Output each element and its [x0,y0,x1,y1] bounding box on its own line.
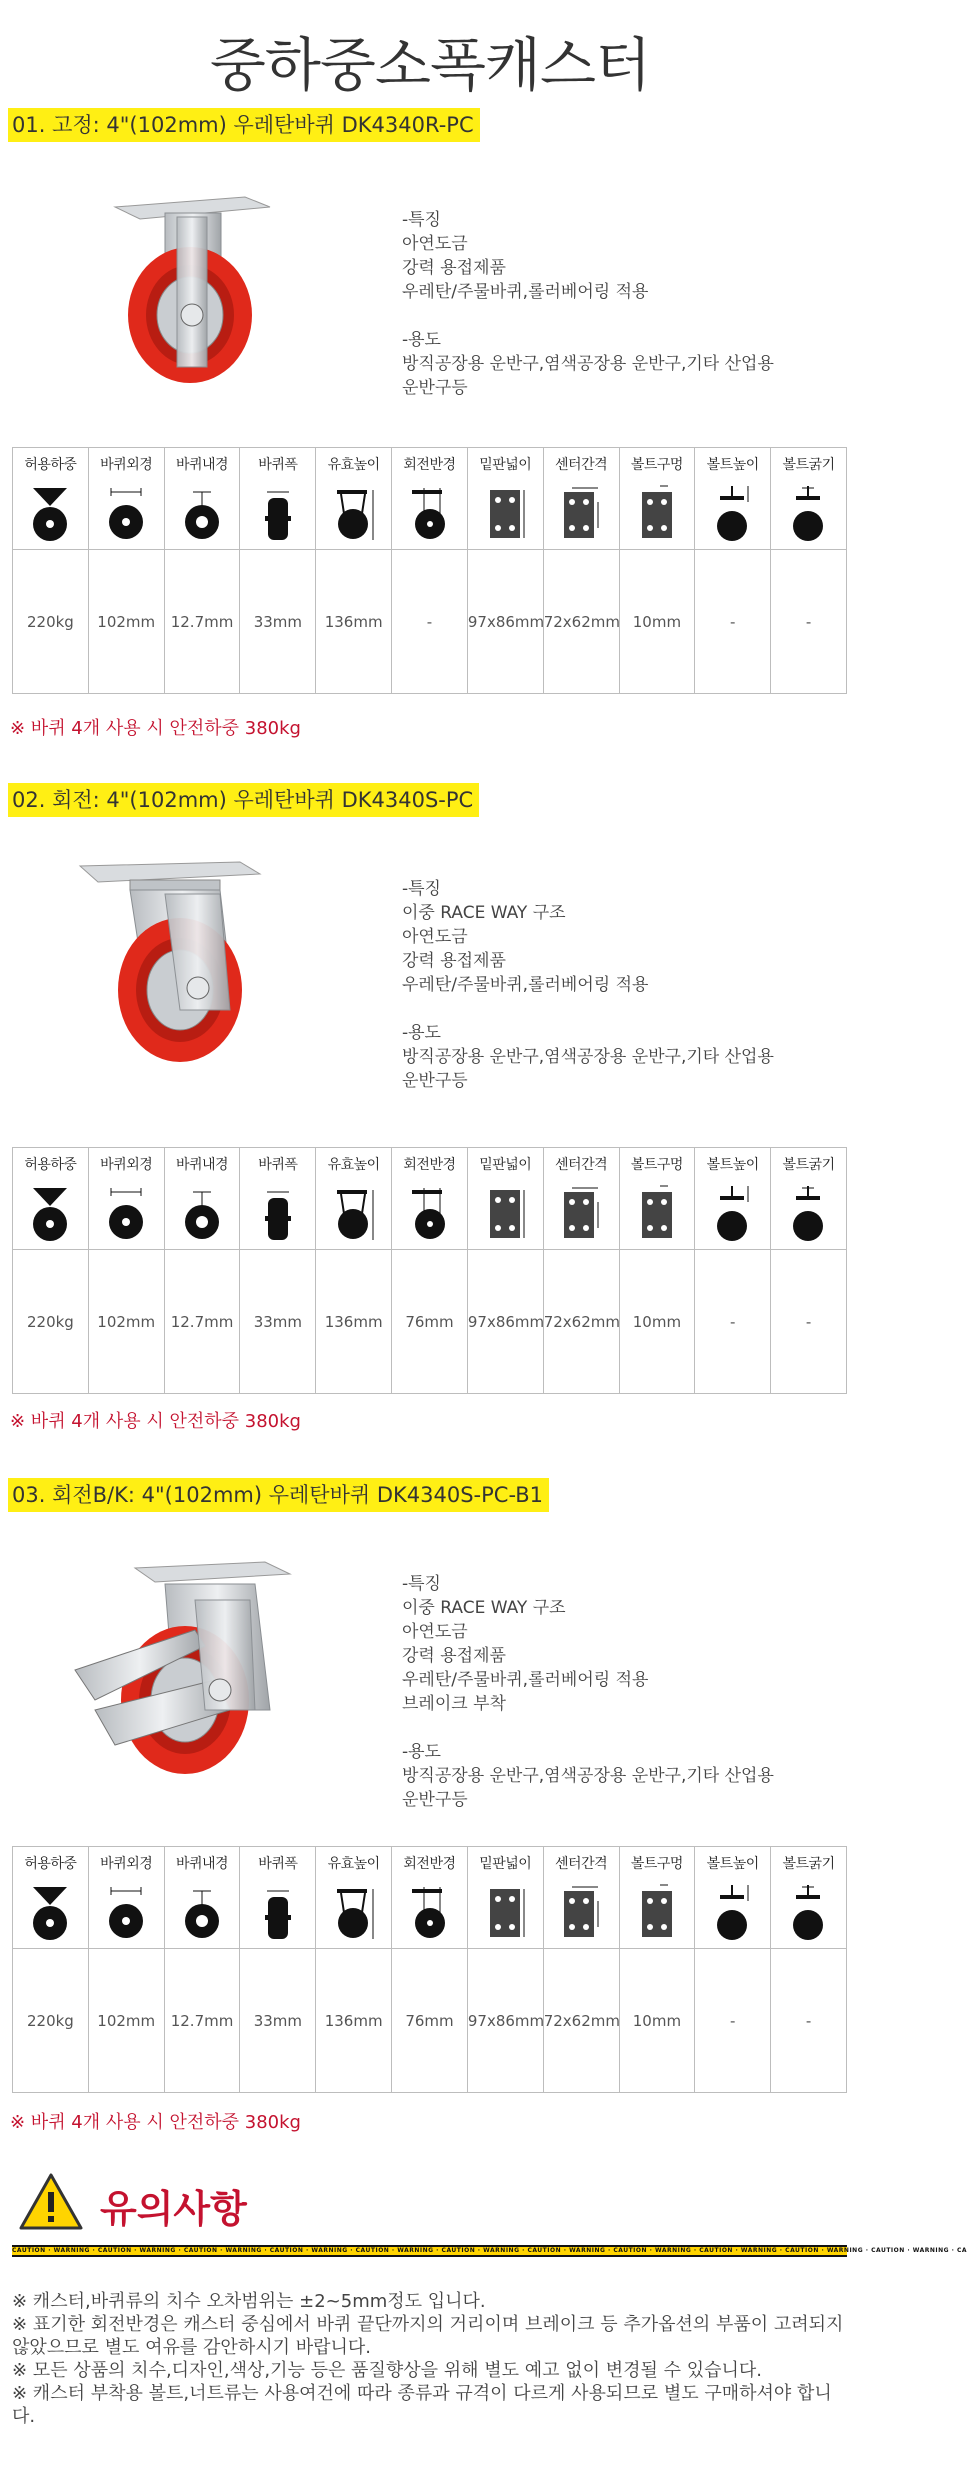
caution-item: ※ 캐스터 부착용 볼트,너트류는 사용여건에 따라 종류과 규격이 다르게 사용되므로 별도 구매하셔야 합니다. [12,2383,832,2427]
spec-icon-row [13,1879,847,1949]
spec-value: - [771,550,847,694]
spec-header: 바퀴폭 [240,1847,316,1879]
spec-header: 바퀴외경 [88,1847,164,1879]
spec-header: 바퀴외경 [88,1148,164,1180]
wheel-outer-icon [103,484,149,544]
spec-value: 12.7mm [164,1250,240,1394]
spec-header: 볼트높이 [695,1148,771,1180]
spec-value: 33mm [240,1250,316,1394]
center-distance-icon [558,484,604,544]
spec-header: 센터간격 [543,448,619,480]
load-icon [27,484,73,544]
spec-header: 허용하중 [13,1847,89,1879]
warning-tape: CAUTION · WARNING · CAUTION · WARNING · CAUTION · WARNING · CAUTION · WARNING · CAUTION · WARNING · CAUTION · WARNING · CAUTION · WARNING · CAUTION · WARNING · CAUTION · WARNING · CAUTION · WARNING · CAUTION · WARNING · CA [12,2245,847,2257]
spec-value: 10mm [619,550,695,694]
spec-value: - [771,1250,847,1394]
spec-value: 220kg [13,550,89,694]
spec-header: 바퀴폭 [240,448,316,480]
spec-value: 72x62mm [543,1949,619,2093]
spec-table [12,1147,847,1394]
spec-header: 센터간격 [543,1847,619,1879]
spec-header-row [13,1148,847,1180]
page-title: 중하중소폭캐스터 [209,31,651,99]
spec-value: 136mm [316,1250,392,1394]
bolt-thickness-icon [786,484,832,544]
spec-value: 76mm [392,1949,468,2093]
spec-value: 33mm [240,1949,316,2093]
wheel-outer-icon [103,1184,149,1244]
spec-value: - [695,1949,771,2093]
caution-item: ※ 캐스터,바퀴류의 치수 오차범위는 ±2~5mm정도 입니다. [12,2291,486,2312]
spec-value: - [695,550,771,694]
spec-value: 220kg [13,1949,89,2093]
warning-icon [18,2172,84,2232]
spec-header: 밑판넓이 [467,1847,543,1879]
caution-title-block [18,2172,418,2236]
spec-value: 76mm [392,1250,468,1394]
spec-header: 볼트굵기 [771,1148,847,1180]
spec-table [12,447,847,694]
bolt-hole-icon [634,1184,680,1244]
bolt-thickness-icon [786,1883,832,1943]
spec-value: 12.7mm [164,1949,240,2093]
spec-header: 회전반경 [392,1847,468,1879]
bolt-height-icon [710,1184,756,1244]
spec-header: 볼트높이 [695,448,771,480]
plate-size-icon [482,1883,528,1943]
effective-height-icon [331,484,377,544]
spec-header-row [13,1847,847,1879]
spec-icon-row [13,1180,847,1250]
wheel-width-icon [255,484,301,544]
swivel-radius-icon [406,1883,452,1943]
features-list: -특징 이중 RACE WAY 구조 아연도금 강력 용접제품 우레탄/주물바퀴,롤러베어링 적용 브레이크 부착 -용도 방직공장용 운반구,염색공장용 운반구,기타 산업용 운반구등 [402,1574,774,1810]
spec-header: 센터간격 [543,1148,619,1180]
spec-value-row [13,1250,847,1394]
spec-value: 72x62mm [543,550,619,694]
spec-value: 136mm [316,1949,392,2093]
effective-height-icon [331,1184,377,1244]
spec-header: 바퀴내경 [164,1847,240,1879]
spec-header: 유효높이 [316,448,392,480]
bolt-hole-icon [634,1883,680,1943]
spec-icon-row [13,480,847,550]
brake-caster-image [55,1560,305,1785]
spec-value: 12.7mm [164,550,240,694]
spec-value: 33mm [240,550,316,694]
spec-header: 볼트굵기 [771,448,847,480]
wheel-width-icon [255,1883,301,1943]
spec-header: 볼트구멍 [619,448,695,480]
caution-item: ※ 표기한 회전반경은 캐스터 중심에서 바퀴 끝단까지의 거리이며 브레이크 등 추가옵션의 부품이 고려되지 않았으므로 별도 여유를 감안하시기 바랍니다. [12,2314,844,2358]
plate-size-icon [482,484,528,544]
bolt-height-icon [710,484,756,544]
spec-value-row [13,1949,847,2093]
caution-item: ※ 모든 상품의 치수,디자인,색상,기능 등은 품질향상을 위해 별도 예고 없이 변경될 수 있습니다. [12,2360,762,2381]
spec-header: 회전반경 [392,1148,468,1180]
wheel-width-icon [255,1184,301,1244]
wheel-inner-icon [179,1184,225,1244]
spec-header: 허용하중 [13,1148,89,1180]
product-heading: 02. 회전: 4"(102mm) 우레탄바퀴 DK4340S-PC [8,783,479,817]
spec-value: 10mm [619,1250,695,1394]
spec-header: 밑판넓이 [467,448,543,480]
spec-header: 바퀴폭 [240,1148,316,1180]
spec-value: 102mm [88,1250,164,1394]
center-distance-icon [558,1883,604,1943]
spec-value: 72x62mm [543,1250,619,1394]
fixed-caster-image [95,185,285,395]
spec-header: 바퀴외경 [88,448,164,480]
spec-header: 회전반경 [392,448,468,480]
load-icon [27,1184,73,1244]
spec-header: 밑판넓이 [467,1148,543,1180]
spec-value: 10mm [619,1949,695,2093]
spec-value: - [771,1949,847,2093]
spec-value: 97x86mm [467,1949,543,2093]
safety-load-note: ※ 바퀴 4개 사용 시 안전하중 380kg [10,718,301,739]
bolt-thickness-icon [786,1184,832,1244]
spec-header: 볼트구멍 [619,1847,695,1879]
spec-table [12,1846,847,2093]
spec-value: 102mm [88,550,164,694]
swivel-radius-icon [406,484,452,544]
spec-header: 유효높이 [316,1148,392,1180]
bolt-height-icon [710,1883,756,1943]
swivel-radius-icon [406,1184,452,1244]
spec-header: 유효높이 [316,1847,392,1879]
load-icon [27,1883,73,1943]
spec-value: 220kg [13,1250,89,1394]
plate-size-icon [482,1184,528,1244]
spec-header: 볼트높이 [695,1847,771,1879]
caution-list [12,2290,847,2428]
spec-value: 97x86mm [467,550,543,694]
features-list: -특징 이중 RACE WAY 구조 아연도금 강력 용접제품 우레탄/주물바퀴,롤러베어링 적용 -용도 방직공장용 운반구,염색공장용 운반구,기타 산업용 운반구등 [402,879,774,1091]
product-heading: 01. 고정: 4"(102mm) 우레탄바퀴 DK4340R-PC [8,108,480,142]
spec-value: 97x86mm [467,1250,543,1394]
spec-header-row [13,448,847,480]
spec-header: 바퀴내경 [164,448,240,480]
wheel-inner-icon [179,1883,225,1943]
features-list: -특징 아연도금 강력 용접제품 우레탄/주물바퀴,롤러베어링 적용 -용도 방직공장용 운반구,염색공장용 운반구,기타 산업용 운반구등 [402,210,774,398]
spec-value-row [13,550,847,694]
spec-value: - [695,1250,771,1394]
bolt-hole-icon [634,484,680,544]
spec-value: 136mm [316,550,392,694]
caution-heading: 유의사항 [100,2187,247,2231]
spec-value: 102mm [88,1949,164,2093]
effective-height-icon [331,1883,377,1943]
spec-header: 바퀴내경 [164,1148,240,1180]
spec-header: 볼트구멍 [619,1148,695,1180]
center-distance-icon [558,1184,604,1244]
wheel-inner-icon [179,484,225,544]
spec-header: 허용하중 [13,448,89,480]
swivel-caster-image [70,860,290,1070]
wheel-outer-icon [103,1883,149,1943]
safety-load-note: ※ 바퀴 4개 사용 시 안전하중 380kg [10,2112,301,2133]
spec-value: - [392,550,468,694]
safety-load-note: ※ 바퀴 4개 사용 시 안전하중 380kg [10,1411,301,1432]
product-heading: 03. 회전B/K: 4"(102mm) 우레탄바퀴 DK4340S-PC-B1 [8,1478,549,1512]
spec-header: 볼트굵기 [771,1847,847,1879]
